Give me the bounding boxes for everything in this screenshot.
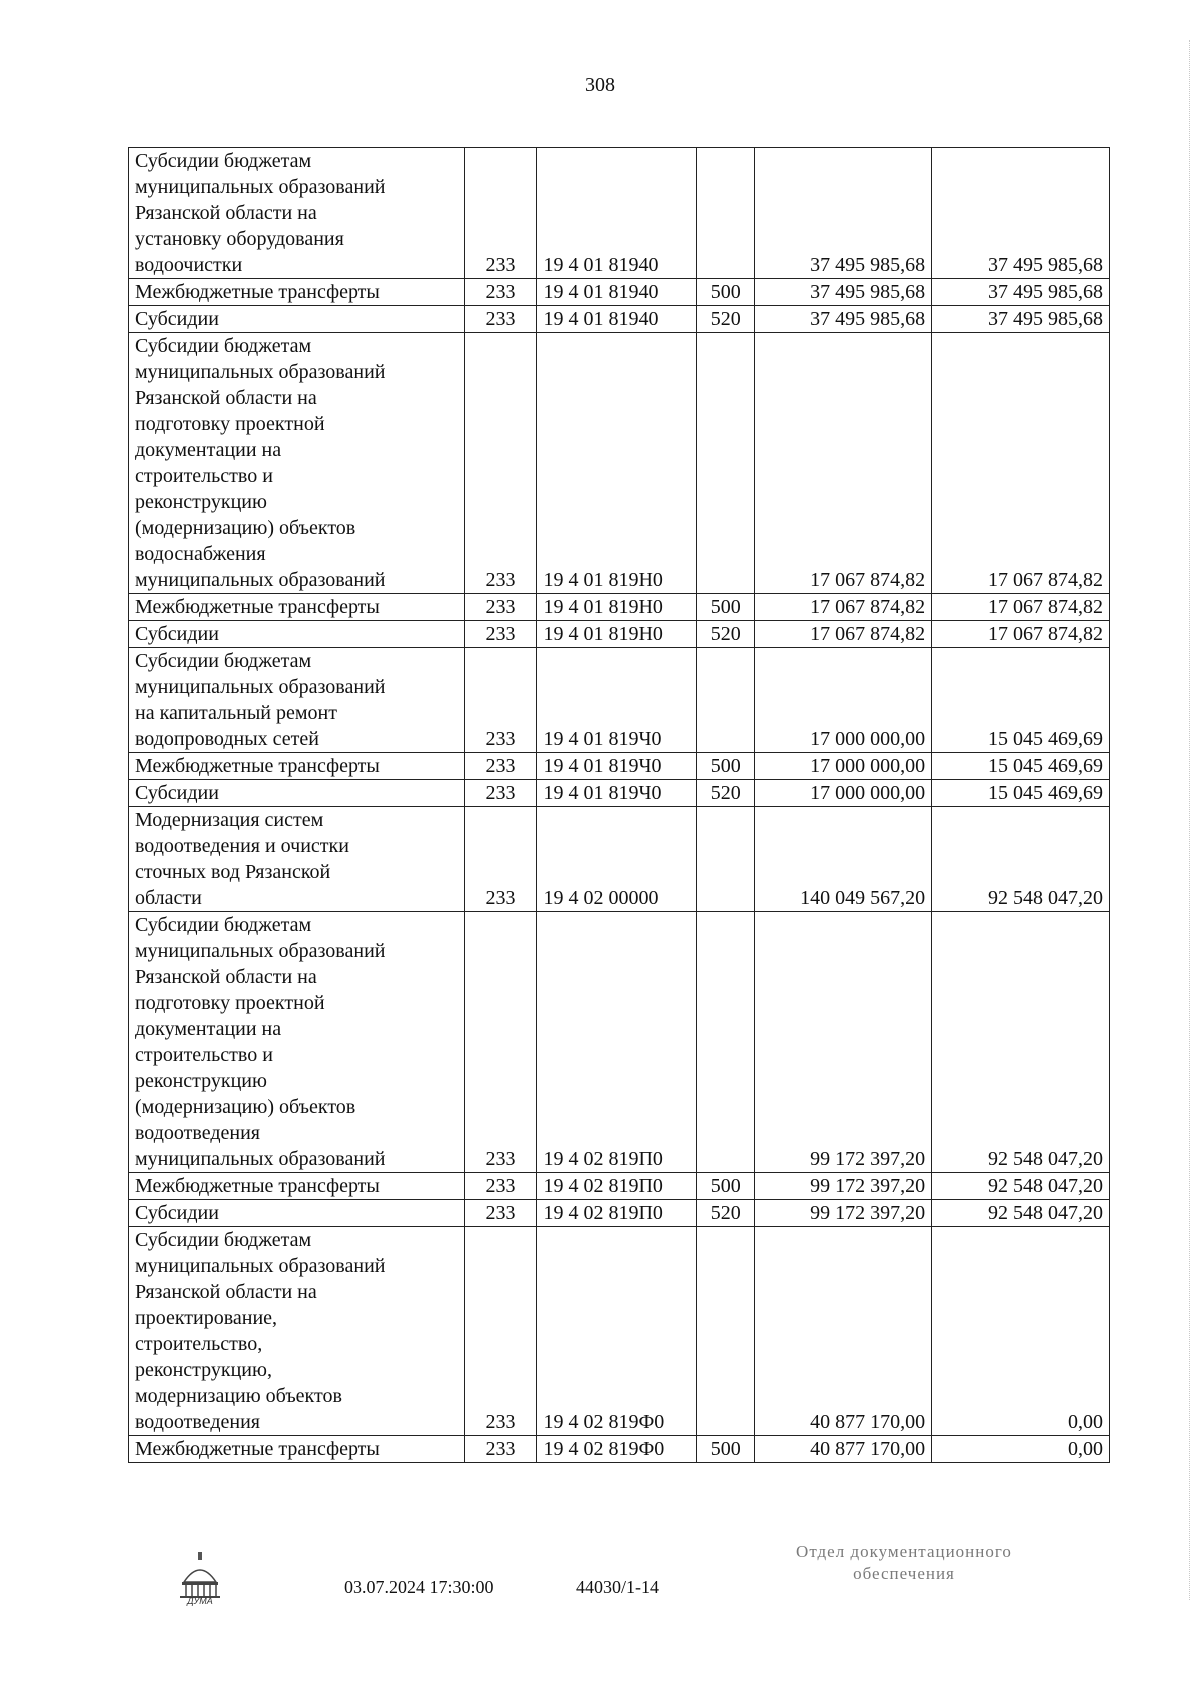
row-expense-type (697, 1227, 755, 1436)
row-ved-code: 233 (464, 306, 537, 333)
row-ved-code: 233 (464, 333, 537, 594)
row-target-article: 19 4 01 81940 (537, 148, 697, 279)
footer-datetime: 03.07.2024 17:30:00 (344, 1577, 494, 1597)
row-name: Межбюджетные трансферты (129, 1436, 465, 1463)
row-sum-1: 17 000 000,00 (755, 753, 932, 780)
row-sum-1: 37 495 985,68 (755, 306, 932, 333)
row-target-article: 19 4 02 819Ф0 (537, 1436, 697, 1463)
table-row (129, 1436, 1110, 1463)
department-stamp (754, 1541, 1054, 1585)
row-sum-2: 37 495 985,68 (932, 148, 1110, 279)
row-name: Субсидии (129, 306, 465, 333)
row-target-article: 19 4 02 819П0 (537, 1200, 697, 1227)
row-name: Межбюджетные трансферты (129, 279, 465, 306)
row-sum-2: 15 045 469,69 (932, 648, 1110, 753)
table-row (129, 1173, 1110, 1200)
row-name: Межбюджетные трансферты (129, 594, 465, 621)
row-target-article: 19 4 01 819Ч0 (537, 780, 697, 807)
row-target-article: 19 4 02 819П0 (537, 912, 697, 1173)
row-sum-1: 17 000 000,00 (755, 648, 932, 753)
row-name: Межбюджетные трансферты (129, 1173, 465, 1200)
row-expense-type: 500 (697, 753, 755, 780)
row-expense-type: 500 (697, 279, 755, 306)
row-expense-type: 520 (697, 1200, 755, 1227)
table-row (129, 780, 1110, 807)
table-row (129, 148, 1110, 279)
row-name: Субсидии (129, 621, 465, 648)
row-ved-code: 233 (464, 621, 537, 648)
row-sum-1: 40 877 170,00 (755, 1227, 932, 1436)
row-ved-code: 233 (464, 1200, 537, 1227)
row-sum-2: 17 067 874,82 (932, 333, 1110, 594)
row-ved-code: 233 (464, 780, 537, 807)
row-target-article: 19 4 01 81940 (537, 306, 697, 333)
row-sum-2: 15 045 469,69 (932, 780, 1110, 807)
table-row (129, 333, 1110, 594)
row-name: Межбюджетные трансферты (129, 753, 465, 780)
row-sum-1: 17 000 000,00 (755, 780, 932, 807)
row-expense-type: 520 (697, 780, 755, 807)
row-ved-code: 233 (464, 807, 537, 912)
footer-registration-number: 44030/1-14 (576, 1577, 659, 1597)
row-sum-1: 17 067 874,82 (755, 333, 932, 594)
row-sum-2: 92 548 047,20 (932, 1173, 1110, 1200)
row-sum-2: 17 067 874,82 (932, 621, 1110, 648)
row-expense-type: 500 (697, 1436, 755, 1463)
table-row (129, 912, 1110, 1173)
row-sum-2: 37 495 985,68 (932, 306, 1110, 333)
row-sum-1: 37 495 985,68 (755, 148, 932, 279)
row-sum-2: 17 067 874,82 (932, 594, 1110, 621)
table-row (129, 1227, 1110, 1436)
stamp-line-2: обеспечения (853, 1564, 955, 1583)
row-ved-code: 233 (464, 1436, 537, 1463)
row-expense-type (697, 807, 755, 912)
row-ved-code: 233 (464, 594, 537, 621)
logo-text: ДУМА (187, 1596, 213, 1606)
row-ved-code: 233 (464, 279, 537, 306)
row-expense-type (697, 912, 755, 1173)
row-ved-code: 233 (464, 1173, 537, 1200)
row-sum-1: 17 067 874,82 (755, 621, 932, 648)
row-sum-1: 17 067 874,82 (755, 594, 932, 621)
row-target-article: 19 4 01 819Н0 (537, 594, 697, 621)
table-row (129, 594, 1110, 621)
table-row (129, 306, 1110, 333)
row-sum-1: 140 049 567,20 (755, 807, 932, 912)
row-sum-2: 0,00 (932, 1227, 1110, 1436)
row-sum-1: 37 495 985,68 (755, 279, 932, 306)
table-row (129, 279, 1110, 306)
row-expense-type (697, 148, 755, 279)
row-name: Субсидии (129, 1200, 465, 1227)
row-ved-code: 233 (464, 1227, 537, 1436)
row-target-article: 19 4 02 819Ф0 (537, 1227, 697, 1436)
row-target-article: 19 4 02 819П0 (537, 1173, 697, 1200)
row-expense-type: 500 (697, 594, 755, 621)
row-name: Субсидии бюджетам муниципальных образований Рязанской области на проектирование, строительство, реконструкцию, модернизацию объектов водоотведения (129, 1227, 465, 1436)
row-expense-type: 520 (697, 621, 755, 648)
row-target-article: 19 4 01 819Ч0 (537, 648, 697, 753)
row-expense-type: 520 (697, 306, 755, 333)
row-sum-2: 37 495 985,68 (932, 279, 1110, 306)
row-sum-1: 40 877 170,00 (755, 1436, 932, 1463)
table-row (129, 807, 1110, 912)
row-sum-1: 99 172 397,20 (755, 912, 932, 1173)
row-sum-2: 15 045 469,69 (932, 753, 1110, 780)
row-name: Субсидии (129, 780, 465, 807)
table-row (129, 621, 1110, 648)
row-expense-type: 500 (697, 1173, 755, 1200)
row-sum-1: 99 172 397,20 (755, 1173, 932, 1200)
table-row (129, 648, 1110, 753)
row-sum-1: 99 172 397,20 (755, 1200, 932, 1227)
row-expense-type (697, 333, 755, 594)
row-target-article: 19 4 02 00000 (537, 807, 697, 912)
row-expense-type (697, 648, 755, 753)
budget-table (128, 147, 1110, 1463)
stamp-line-1: Отдел документационного (796, 1542, 1012, 1561)
row-name: Модернизация систем водоотведения и очистки сточных вод Рязанской области (129, 807, 465, 912)
row-ved-code: 233 (464, 148, 537, 279)
table-row (129, 753, 1110, 780)
row-sum-2: 92 548 047,20 (932, 1200, 1110, 1227)
row-sum-2: 92 548 047,20 (932, 807, 1110, 912)
scan-edge-artifact (1189, 40, 1200, 1600)
row-name: Субсидии бюджетам муниципальных образований Рязанской области на подготовку проектной документации на строительство и реконструкцию (модернизацию) объектов водоснабжения муниципальных образований (129, 333, 465, 594)
page-number: 308 (585, 74, 615, 96)
row-sum-2: 92 548 047,20 (932, 912, 1110, 1173)
row-name: Субсидии бюджетам муниципальных образований Рязанской области на подготовку проектной документации на строительство и реконструкцию (модернизацию) объектов водоотведения муниципальных образований (129, 912, 465, 1173)
budget-table-body (129, 148, 1110, 1463)
row-name: Субсидии бюджетам муниципальных образований Рязанской области на установку оборудования водоочистки (129, 148, 465, 279)
row-ved-code: 233 (464, 912, 537, 1173)
row-target-article: 19 4 01 819Ч0 (537, 753, 697, 780)
table-row (129, 1200, 1110, 1227)
row-target-article: 19 4 01 81940 (537, 279, 697, 306)
row-target-article: 19 4 01 819Н0 (537, 621, 697, 648)
row-ved-code: 233 (464, 753, 537, 780)
row-target-article: 19 4 01 819Н0 (537, 333, 697, 594)
row-sum-2: 0,00 (932, 1436, 1110, 1463)
row-name: Субсидии бюджетам муниципальных образований на капитальный ремонт водопроводных сетей (129, 648, 465, 753)
row-ved-code: 233 (464, 648, 537, 753)
